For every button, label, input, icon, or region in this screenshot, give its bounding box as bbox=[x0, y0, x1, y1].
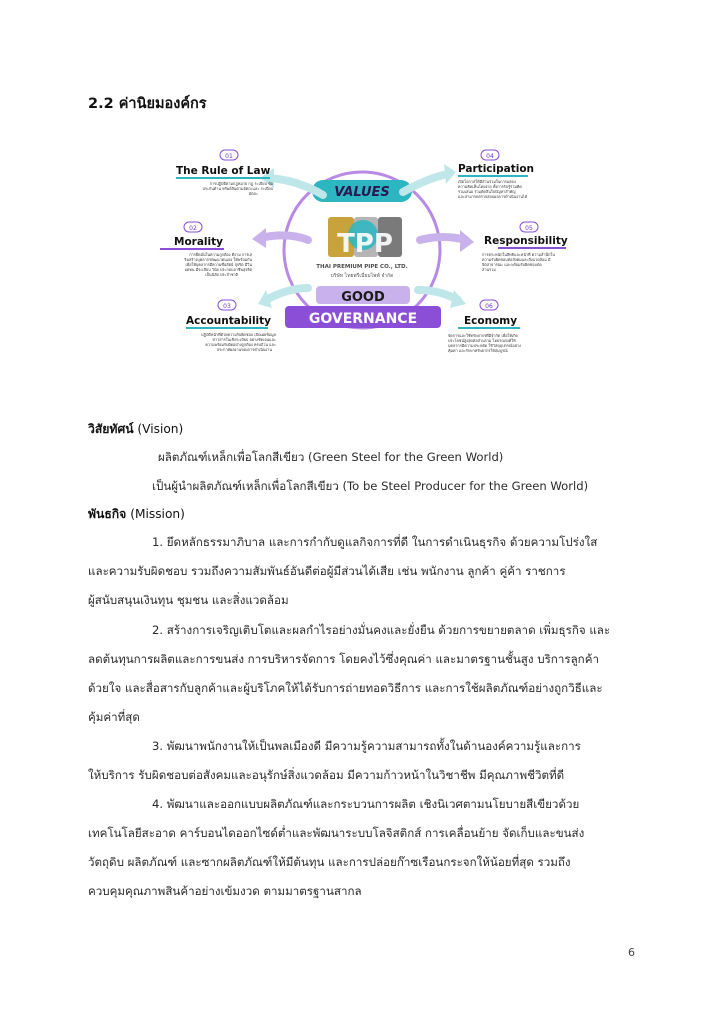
item-desc-line: บุคลากรมีความประหยัด ใช้วัสดุอุปกรณ์อย่าง bbox=[448, 343, 521, 348]
mission-line: 3. พัฒนาพนักงานให้เป็นพลเมืองดี มีความรู้ความสามารถทั้งในด้านองค์ความรู้และการ bbox=[152, 739, 581, 753]
vision-heading-th: วิสัยทัศน์ bbox=[88, 422, 134, 436]
mission-line: ควบคุมคุณภาพสินค้าอย่างเข้มงวด ตามมาตรฐานสากล bbox=[88, 884, 362, 898]
item-number: 01 bbox=[225, 153, 233, 160]
item-title: Morality bbox=[174, 236, 223, 248]
item-desc-line: ร่วมเสนอ ร่วมตัดสินใจปัญหาสำคัญ bbox=[458, 189, 516, 194]
page-number: 6 bbox=[628, 946, 635, 959]
item-title: Responsibility bbox=[484, 235, 568, 247]
item-desc-line: อัตถะ bbox=[248, 191, 258, 196]
mission-line: 1. ยึดหลักธรรมาภิบาล และการกำกับดูแลกิจการที่ดี ในการดำเนินธุรกิจ ด้วยความโปร่งใส bbox=[152, 535, 598, 549]
governance-title-line1: GOOD bbox=[341, 290, 385, 305]
vision-line: ผลิตภัณฑ์เหล็กเพื่อโลกสีเขียว (Green Steel for the Green World) bbox=[158, 450, 504, 464]
item-desc-line: การปฏิบัติตามกฎหมาย กฎ ระเบียบ ข้อ bbox=[209, 181, 273, 186]
item-desc-line: ปฏิบัติหน้าที่ด้วยความรับผิดชอบ เปิดเผยข้อมูล bbox=[201, 332, 276, 337]
section-heading: 2.2 ค่านิยมองค์กร bbox=[88, 96, 207, 112]
company-logo bbox=[316, 217, 407, 279]
item-title: Economy bbox=[464, 315, 518, 327]
item-desc-line: จัดการและใช้ทรัพยากรที่มีจำกัด เพื่อให้เกิด bbox=[448, 333, 518, 338]
value-item-morality bbox=[160, 222, 253, 277]
item-desc-line: ความพร้อมรับผิดอย่างถูกต้อง ครบถ้วน และ bbox=[205, 342, 276, 347]
item-number: 03 bbox=[223, 303, 231, 310]
vision-line: เป็นผู้นำผลิตภัณฑ์เหล็กเพื่อโลกสีเขียว (To be Steel Producer for the Green World) bbox=[152, 479, 589, 493]
item-desc-line: ริมสร้างบุคลากรพัฒนาตนเอง ให้พร้อมกัน bbox=[184, 257, 252, 262]
item-desc-line: ความคิดเห็นโดยง่าย ทั้งการรับรู้ร่วมคิด bbox=[458, 184, 522, 189]
item-desc-line: และสามารถตรวจสอบผลการดำเนินงานได้ bbox=[458, 194, 528, 199]
mission-line: 4. พัฒนาและออกแบบผลิตภัณฑ์และกระบวนการผลิต เชิงนิเวศตามนโยบายสีเขียวด้วย bbox=[152, 797, 580, 811]
mission-line: 2. สร้างการเจริญเติบโตและผลกำไรอย่างมั่นคงและยั่งยืน ด้วยการขยายตลาด เพิ่มธุรกิจ และ bbox=[152, 623, 611, 637]
value-item-participation bbox=[458, 150, 534, 199]
value-item-accountability bbox=[186, 300, 277, 352]
item-title: Accountability bbox=[186, 315, 272, 327]
logo-letters: TPP bbox=[337, 229, 393, 259]
mission-line: ผู้สนับสนุนเงินทุน ชุมชน และสิ่งแวดล้อม bbox=[88, 593, 289, 607]
item-number: 05 bbox=[525, 225, 533, 232]
item-desc-line: ประโยชน์สูงสุดต่อส่วนรวม โดยรณรงค์ให้ bbox=[448, 338, 516, 343]
values-title: VALUES bbox=[334, 185, 390, 200]
values-infographic bbox=[148, 140, 578, 380]
item-desc-line: ประกันด้าน ทรัพย์สินตามอัตถะและ ระเบียบ bbox=[202, 186, 273, 191]
mission-heading-en: (Mission) bbox=[126, 507, 185, 521]
item-number: 06 bbox=[485, 303, 493, 310]
item-desc-line: เพื่อให้บุคลากรมีความซื่อสัตย์ สุจริต มีวิน bbox=[185, 262, 252, 267]
mission-line: คุ้มค่าที่สุด bbox=[88, 710, 140, 724]
value-item-economy bbox=[448, 300, 521, 354]
mission-line: วัตถุดิบ ผลิตภัณฑ์ และซากผลิตภัณฑ์ให้มีต้นทุน และการปล่อยก๊าซเรือนกระจกให้น้อยที่สุด รวมถึง bbox=[88, 855, 571, 869]
item-desc-line: ข่าวสารในเชิงระเบียบ อย่างชัดเจนและ bbox=[212, 337, 276, 342]
governance-title-line2: GOVERNANCE bbox=[308, 311, 418, 327]
values-banner bbox=[312, 180, 412, 202]
item-desc-line: เป็นนิสัย ประจำชาติ bbox=[205, 272, 238, 277]
item-desc-line: การตระหนักในสิทธิและหน้าที่ ความสำนึกใน bbox=[482, 252, 555, 257]
logo-company-en: THAI PREMIUM PIPE CO., LTD. bbox=[316, 264, 408, 270]
item-desc-line: ประกาศผลงานของการดำเนินงาน bbox=[216, 347, 272, 352]
item-title: The Rule of Law bbox=[176, 165, 271, 177]
item-number: 04 bbox=[486, 153, 494, 160]
item-title: Participation bbox=[458, 163, 535, 175]
value-item-responsibility bbox=[481, 222, 568, 272]
item-desc-line: ความรับผิดชอบต่อสังคมและสิ่งแวดล้อม มี bbox=[482, 257, 551, 262]
mission-heading bbox=[88, 505, 185, 524]
mission-line: ให้บริการ รับผิดชอบต่อสังคมและอนุรักษ์สิ่งแวดล้อม มีความก้าวหน้าในวิชาชีพ มีคุณภาพชีวิตที่ดี bbox=[88, 768, 565, 782]
item-desc-line: เปิดโอกาสให้มีส่วนร่วมในการแสดง bbox=[458, 179, 516, 184]
mission-heading-th: พันธกิจ bbox=[88, 507, 127, 521]
mission-line: เทคโนโลยีสะอาด คาร์บอนไดออกไซด์ต่ำและพัฒนาระบบโลจิสติกส์ การเคลื่อนย้าย จัดเก็บและขนส่ง bbox=[88, 826, 585, 840]
item-desc-line: อดทน มีระเบียบ วินัย ประกอบอาชีพสุจริต bbox=[184, 267, 252, 272]
mission-line: ลดต้นทุนการผลิตและการขนส่ง การบริหารจัดการ โดยคงไว้ซึ่งคุณค่า และมาตรฐานชั้นสูง บริการลูกค้า bbox=[88, 652, 599, 666]
value-item-rule-of-law bbox=[176, 150, 274, 196]
vision-heading bbox=[88, 420, 183, 439]
vision-heading-en: (Vision) bbox=[133, 422, 184, 436]
item-number: 02 bbox=[189, 225, 197, 232]
item-desc-line: จิตสาธารณะ และพร้อมรับผิดชอบต่อ bbox=[482, 262, 542, 267]
logo-company-th: บริษัท ไทยพรีเมี่ยมไพพ์ จำกัด bbox=[330, 273, 394, 279]
item-desc-line: คุ้มค่า และรักษาทรัพยากรให้สมบูรณ์ bbox=[448, 348, 508, 353]
mission-line: ด้วยใจ และสื่อสารกับลูกค้าและผู้บริโภคให้ได้รับการถ่ายทอดวิธีการ และการใช้ผลิตภัณฑ์อย่างถูกวิธีและ bbox=[88, 681, 603, 695]
item-desc-line: การยึดมั่นในความถูกต้อง ดีงาม การเส bbox=[189, 252, 252, 257]
mission-line: และความรับผิดชอบ รวมถึงความสัมพันธ์อันดีต่อผู้มีส่วนได้เสีย เช่น พนักงาน ลูกค้า คู่ค้า ราชการ bbox=[88, 564, 566, 578]
item-desc-line: ส่วนรวม bbox=[482, 267, 496, 272]
